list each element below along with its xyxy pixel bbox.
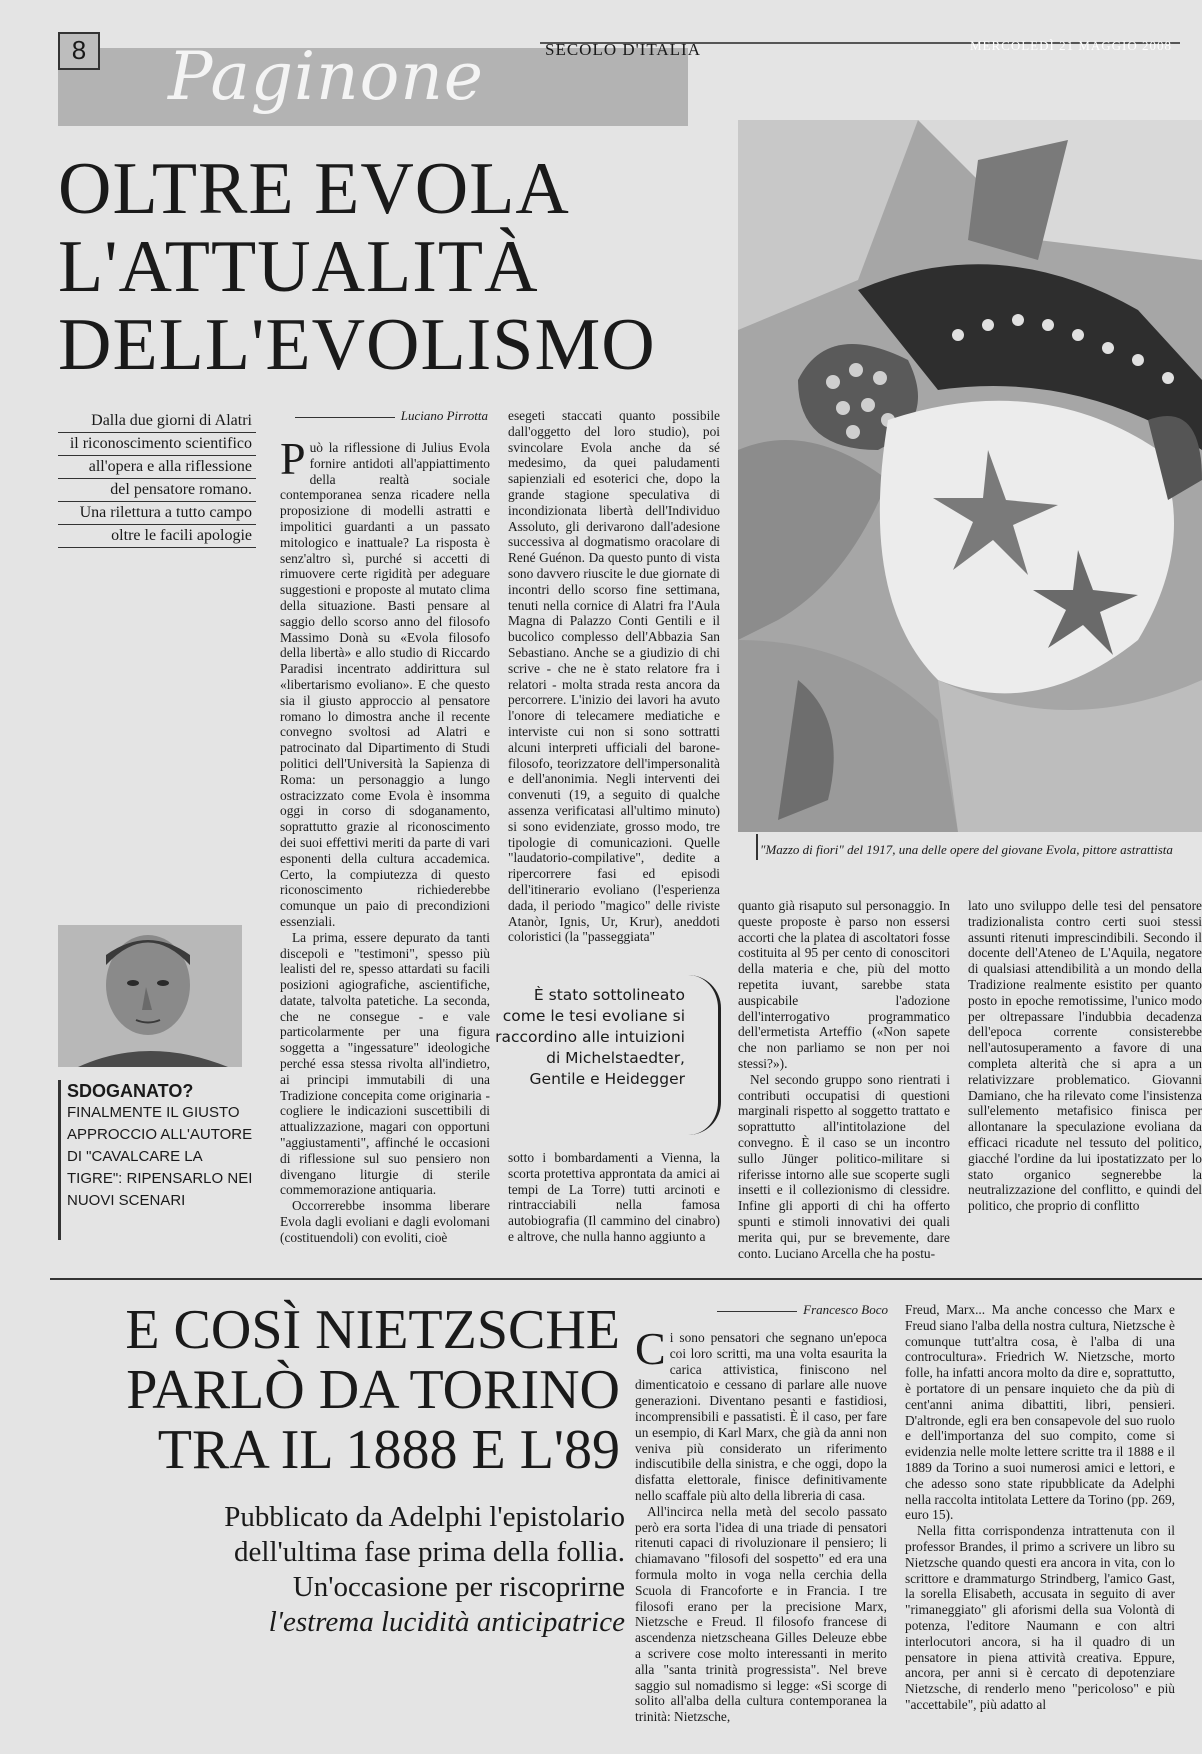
- headline-line: E COSÌ NIETZSCHE: [125, 1299, 620, 1361]
- deck-line: oltre le facili apologie: [58, 525, 256, 548]
- body-paragraph: All'incirca nella metà del secolo passato però era sorta l'idea di una triade di pensatori ritenuti capaci di rivoluzionare il pensiero; li chiamavano "filosofi del sospetto" ed era una formula molto in voga nella cerchia della Scuola di Francoforte e in Francia. I tre filosofi erano per la precisione Marx, Nietzsche e Freud. Il filosofo francese di ascendenza nietzscheana Gilles Deleuze ebbe a scrivere cose molto interessanti in merito alla "santa trinità progressista". Nel breve saggio sul nomadismo si legge: «Si scorge di solito all'alba della cultura contemporanea la trinità: Nietzsche,: [635, 1503, 887, 1725]
- drop-cap: C: [635, 1330, 666, 1374]
- section-divider: [50, 1278, 1202, 1280]
- article1-column-4: [968, 898, 1202, 1273]
- article2-byline: Francesco Boco: [700, 1302, 888, 1318]
- newspaper-name: SECOLO D'ITALIA: [545, 40, 701, 59]
- article1-deck: [58, 410, 256, 548]
- headline-line: TRA IL 1888 E L'89: [157, 1419, 620, 1481]
- body-text: esegeti staccati quanto possibile dall'oggetto del loro studio), poi svincolare Evola anche da sé medesimo, da quei paludamenti sapienziali ed esoterici che, dopo la grande stagione speculativa di incondizionata libertà dell'Individuo Assoluto, gli derivarono dall'adesione successiva al dogmatismo oracolare di René Guénon. Da questo punto di vista sono davvero riuscite le due giornate di incontri dello scorso fine settimana, tenuti nella cornice di Alatri fra l'Aula Magna di Palazzo Conti Gentili e il bucolico complesso dell'Abbazia San Sebastiano. Anche se a giudizio di chi scrive - che ne è stato relatore fra i relatori - molta strada resta ancora da percorrere. L'inizio dei lavori ha avuto l'onore di telecamere mediatiche e interviste cui non si sono sottratti alcuni interpreti ufficiali del barone-filosofo, teorizzatore dell'impersonalità e dell'anonimia. Negli interventi dei convenuti (19, a seguito di qualche assenza verificatasi all'ultimo minuto) si sono evidenziate, grosso modo, tre tipologie di comunicazioni. Quelle "laudatorio-compilative", dedite a ripercorrere fasi ed episodi dell'itinerario evoliano (l'esperienza dada, il periodo "magico" delle riviste Atanòr, Ignis, Ur, Krur), aneddoti coloristici (la "passeggiata": [508, 408, 720, 945]
- painting-photo: [738, 120, 1202, 832]
- headline-line: PARLÒ DA TORINO: [126, 1359, 620, 1421]
- headline-line: OLTRE EVOLA: [58, 148, 570, 230]
- body-paragraph: La prima, essere depurato da tanti discepoli e "testimoni", spesso più lealisti del re, spesso attardati su facili posizioni agiografiche, ascientifiche, datate, talvolta patetiche. La seconda, che ne consegue - e vale particolarmente per una figura soggetta a "ingessature" ideologiche perché essa stessa rivolta all'indietro, ai principi immutabili di una Tradizione concepita come originaria - cogliere le indicazioni suscettibili di attualizzazione, magari con opportuni "aggiustamenti", affinché le occasioni di riflessione sul suo pensiero non divengano liturgie di sterile commemorazione antiquaria.: [280, 929, 490, 1198]
- body-paragraph: Occorrerebbe insomma liberare Evola dagli evoliani e dagli evolomani (costituendoli) con evoliti, cioè: [280, 1198, 490, 1245]
- article1-headline: [58, 150, 708, 384]
- headline-line: DELL'EVOLISMO: [58, 304, 656, 386]
- body-text: lato uno sviluppo delle tesi del pensatore tradizionalista contro certi suoi stessi assunti ritenuti imprescindibili. Secondo il docente dell'Ateneo de L'Aquila, negatore di qualsiasi attendibilità a un mondo della Tradizione realmente esistito per quanto posto in epoche remotissime, l'unico modo per oltrepassare l'indubbia decadenza dell'epoca corrente consisterebbe nell'autosuperamento a favore di una completa alterità che si apra a un relativizzare problematico. Giovanni Damiano, che ha rilevato come l'insistenza sull'elemento metafisico finisca per allontanare la speculazione evoliana da efficaci ricadute nel tessuto del politico, giacché l'ordine da lui ipostatizzato per lo stato organico segnerebbe la neutralizzazione del conflitto, e quindi del politico, che proprio di conflitto: [968, 898, 1202, 1214]
- deck-line: Pubblicato da Adelphi l'epistolario: [224, 1501, 625, 1533]
- issue-date: MERCOLEDÌ 21 MAGGIO 2008: [970, 38, 1173, 53]
- body-text: sotto i bombardamenti a Vienna, la scorta protettiva approntata da amici ai tempi de La Torre) tutti arcinoti e rintracciabili nella famosa autobiografia (Il cammino del cinabro) e altrove, che nulla hanno aggiunto a: [508, 1150, 720, 1244]
- body-paragraph: Nel secondo gruppo sono rientrati i contributi occupatisi di questioni marginali rispetto al soggetto trattato e soprattutto all'intitolazione del convegno. È il caso se un incontro sullo Jünger politico-militare si riferisse intorno alle sue scoperte sugli insetti e il collezionismo di clessidre. Infine gli apporti di chi ha offerto spunti e stimoli innovativi dei quali merita qui, pur se brevemente, dare conto. Luciano Arcella che ha postu-: [738, 1071, 950, 1261]
- deck-line: del pensatore romano.: [58, 479, 256, 502]
- deck-line: Un'occasione per riscoprirne: [292, 1571, 625, 1603]
- article1-column-2: [508, 408, 720, 958]
- drop-cap: P: [280, 440, 306, 484]
- portrait-photo: [58, 925, 242, 1067]
- portrait-caption: FINALMENTE IL GIUSTO APPROCCIO ALL'AUTORE DI "CAVALCARE LA TIGRE": RIPENSARLO NEI NUOVI SCENARI: [67, 1104, 253, 1209]
- article2-column-1: [635, 1330, 887, 1750]
- article1-column-3: [738, 898, 950, 1273]
- caption-mark: [756, 834, 758, 860]
- article2-headline: [60, 1300, 620, 1480]
- body-text: i sono pensatori che segnano un'epoca coi loro scritti, ma una volta esaurita la carica attivistica, finiscono nel dimenticatoio e cessano di parlare alle nuove generazioni. Diventano pesanti e fastidiosi, incomprensibili e passatisti. È il caso, per fare un esempio, di Karl Marx, che già da anni non veniva più considerato un riferimento indiscutibile della sinistra, e che oggi, dopo la disfatta elettorale, finisce definitivamente nello scaffale più alto della libreria di casa.: [635, 1330, 887, 1503]
- article1-column-2-continued: [508, 1150, 720, 1270]
- deck-line: il riconoscimento scientifico: [58, 433, 256, 456]
- portrait-caption-box: [58, 1080, 257, 1240]
- article2-column-2: [905, 1302, 1175, 1750]
- deck-line: all'opera e alla riflessione: [58, 456, 256, 479]
- portrait-kicker: SDOGANATO?: [67, 1081, 194, 1101]
- body-text: Freud, Marx... Ma anche concesso che Marx e Freud siano l'alba della nostra cultura, Nietzsche è comunque tutt'altra cosa, è l'alba di una controcultura». Friedrich W. Nietzsche, morto folle, ha infatti ancora molto da dire e, soprattutto, è portatore di un pensare inquieto che da più di cent'anni anima dibattiti, libri, pensieri. D'altronde, egli era ben consapevole del suo ruolo e dell'importanza del suo compito, come si evidenzia nelle molte lettere scritte tra il 1888 e il 1889 da Torino a suoi numerosi amici e lettori, e che adesso sono state ripubblicate da Adelphi nella raccolta intitolata Lettere da Torino (pp. 269, euro 15).: [905, 1302, 1175, 1523]
- photo-caption: "Mazzo di fiori" del 1917, una delle opere del giovane Evola, pittore astrattista: [760, 842, 1173, 857]
- deck-line: Dalla due giorni di Alatri: [58, 410, 256, 433]
- article2-deck: [60, 1500, 625, 1640]
- quote-bracket: [688, 975, 721, 1135]
- headline-line: L'ATTUALITÀ: [58, 226, 539, 308]
- section-title: Paginone: [168, 38, 484, 115]
- pull-quote: È stato sottolineato come le tesi evoliane si raccordino alle intuizioni di Michelstaedter, Gentile e Heidegger: [495, 986, 685, 1088]
- deck-line: l'estrema lucidità anticipatrice: [268, 1606, 625, 1638]
- body-text: quanto già risaputo sul personaggio. In queste proposte è parso non essersi accorti che la platea di ascoltatori fosse costituita al 95 per cento di conoscitori della materia e che, più del motto repetita iuvant, sarebbe stata auspicabile l'adozione dell'interrogativo programmatico dell'ermetista Arteffio («Non sapete che non parliamo se non per noi stessi?»).: [738, 898, 950, 1071]
- body-paragraph: Nella fitta corrispondenza intrattenuta con il professor Brandes, il primo a scrivere un libro su Nietzsche quando questi era ancora in vita, con lo scrittore e drammaturgo Strindberg, l'amico Gast, la sorella Elisabeth, accusata in seguito di aver "rimaneggiato" gli aforismi della sua Volontà di potenza, l'editore Naumann e con altri interlocutori ancora, si ha il quadro di un pensatore in piena attività creativa. Eppure, ancora, per anni si è cercato di depotenziare Nietzsche, di renderlo meno "pericoloso" e più "accettabile", più adatto al: [905, 1523, 1175, 1712]
- page-number: 8: [58, 32, 100, 70]
- article1-byline: Luciano Pirrotta: [280, 408, 488, 424]
- deck-line: Una rilettura a tutto campo: [58, 502, 256, 525]
- abstract-painting-illustration: [738, 120, 1202, 832]
- author-portrait: [58, 925, 242, 1067]
- article1-column-1: [280, 440, 490, 1270]
- deck-line: dell'ultima fase prima della follia.: [234, 1536, 625, 1568]
- body-text: uò la riflessione di Julius Evola fornire antidoti all'appiattimento della realtà sociale contemporanea senza ricadere nella proposizione di modelli astratti e impolitici guardanti a un passato mitologico e inattuale? La risposta è senz'altro sì, purché si accetti di rimuovere certe rigidità per adeguare suggestioni e proposte al mutato clima della situazione. Basti pensare al saggio dello scorso anno del filosofo Massimo Donà su «Evola filosofo della libertà» e allo studio di Riccardo Paradisi incentrato addirittura sul «libertarismo evoliano». E che questo sia il giusto approccio al pensatore romano lo dimostra anche il recente convegno svoltosi ad Alatri e patrocinato dal Dipartimento di Studi politici dell'Università la Sapienza di Roma: un personaggio a lungo ostracizzato come Evola è insomma oggi in corso di sdoganamento, soprattutto grazie al riconoscimento dei suoi effettivi meriti da parte di vari esponenti della cultura accademica. Certo, la compiutezza di questo riconoscimento richiederebbe comunque un paio di precondizioni essenziali.: [280, 440, 490, 929]
